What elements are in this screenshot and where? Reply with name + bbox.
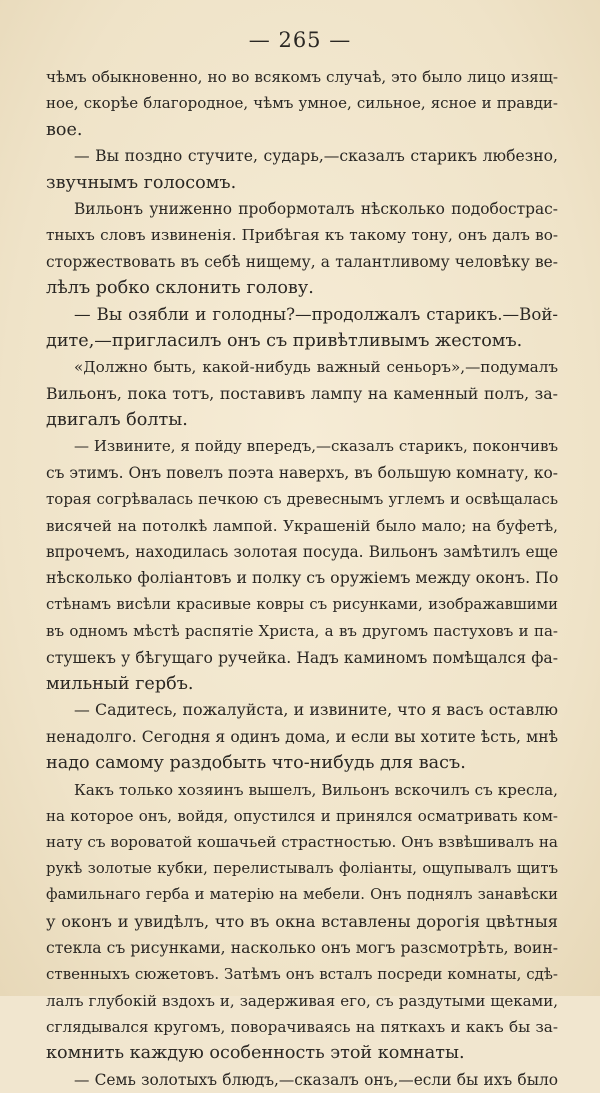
text-line: рукѣ золотые кубки, перелистывалъ фоліанты, ощупывалъ щитъ [46, 859, 558, 877]
text-line: — Извините, я пойду впередъ,—сказалъ старикъ, покончивъ [74, 437, 558, 456]
text-line: дите,—пригласилъ онъ съ привѣтливымъ жестомъ. [46, 330, 523, 351]
text-line: ненадолго. Сегодня я одинъ дома, и если вы хотите ѣсть, мнѣ [46, 727, 558, 746]
body-text [46, 64, 558, 1093]
text-line: Какъ только хозяинъ вышелъ, Вильонъ вскочилъ съ кресла, [74, 780, 558, 799]
text-line: фамильнаго герба и матерію на мебели. Онъ поднялъ занавѣски [46, 886, 558, 904]
text-line: на которое онъ, войдя, опустился и принялся осматривать ком- [46, 806, 558, 825]
text-line: чѣмъ обыкновенно, но во всякомъ случаѣ, это было лицо изящ- [46, 68, 558, 86]
text-line: у оконъ и увидѣлъ, что въ окна вставлены дорогія цвѣтныя [46, 911, 558, 931]
text-line: лалъ глубокій вздохъ и, задерживая его, съ раздутыми щеками, [46, 991, 558, 1010]
text-line: ственныхъ сюжетовъ. Затѣмъ онъ всталъ посреди комнаты, сдѣ- [46, 965, 558, 984]
text-line: висячей на потолкѣ лампой. Украшеній было мало; на буфетѣ, [46, 516, 558, 535]
text-line: лѣлъ робко склонить голову. [46, 278, 314, 299]
text-line: стѣнамъ висѣли красивые ковры съ рисунками, изображавшими [46, 595, 558, 613]
text-line: тныхъ словъ извиненія. Прибѣгая къ такому тону, онъ далъ во- [46, 226, 558, 245]
text-line: — Садитесь, пожалуйста, и извините, что я васъ оставлю [74, 700, 558, 720]
page-number: — 265 — [248, 28, 352, 52]
text-line: «Должно быть, какой-нибудь важный сеньоръ»,—подумалъ [74, 358, 558, 377]
text-line: двигалъ болты. [46, 410, 188, 431]
text-line: сглядывался кругомъ, поворачиваясь на пяткахъ и какъ бы за- [46, 1018, 558, 1037]
text-line: стекла съ рисунками, насколько онъ могъ разсмотрѣть, воин- [46, 938, 558, 957]
text-line: надо самому раздобыть что-нибудь для васъ. [46, 753, 466, 774]
text-line: нѣсколько фоліантовъ и полку съ оружіемъ между оконъ. По [46, 568, 559, 588]
text-line: ное, скорѣе благородное, чѣмъ умное, сильное, ясное и правди- [46, 94, 558, 113]
text-line: мильный гербъ. [46, 673, 194, 694]
text-line: стушекъ у бѣгущаго ручейка. Надъ каминомъ помѣщался фа- [46, 648, 558, 667]
text-line: нату съ вороватой кошачьей страстностью. Онъ взвѣшивалъ на [46, 833, 558, 852]
text-line: въ одномъ мѣстѣ распятіе Христа, а въ другомъ пастуховъ и па- [46, 622, 558, 641]
text-line: комнить каждую особенность этой комнаты. [46, 1043, 465, 1064]
text-line: съ этимъ. Онъ повелъ поэта наверхъ, въ большую комнату, ко- [46, 463, 558, 482]
text-line: Вильонъ униженно пробормоталъ нѣсколько подобострас- [74, 199, 558, 218]
text-line: вое. [46, 119, 83, 140]
text-line: звучнымъ голосомъ. [46, 172, 237, 193]
text-line: сторжествовать въ себѣ нищему, а талантливому человѣку ве- [46, 252, 558, 271]
text-line: — Вы поздно стучите, сударь,—сказалъ старикъ любезно, [74, 147, 558, 166]
text-line: впрочемъ, находилась золотая посуда. Вильонъ замѣтилъ еще [46, 543, 558, 562]
text-line: торая согрѣвалась печкою съ древеснымъ углемъ и освѣщалась [46, 490, 558, 509]
text-line: — Семь золотыхъ блюдъ,—сказалъ онъ,—если бы ихъ было [74, 1070, 558, 1089]
text-line: Вильонъ, пока тотъ, поставивъ лампу на каменный полъ, за- [46, 383, 558, 403]
text-line: — Вы озябли и голодны?—продолжалъ старикъ.—Вой- [74, 304, 558, 324]
